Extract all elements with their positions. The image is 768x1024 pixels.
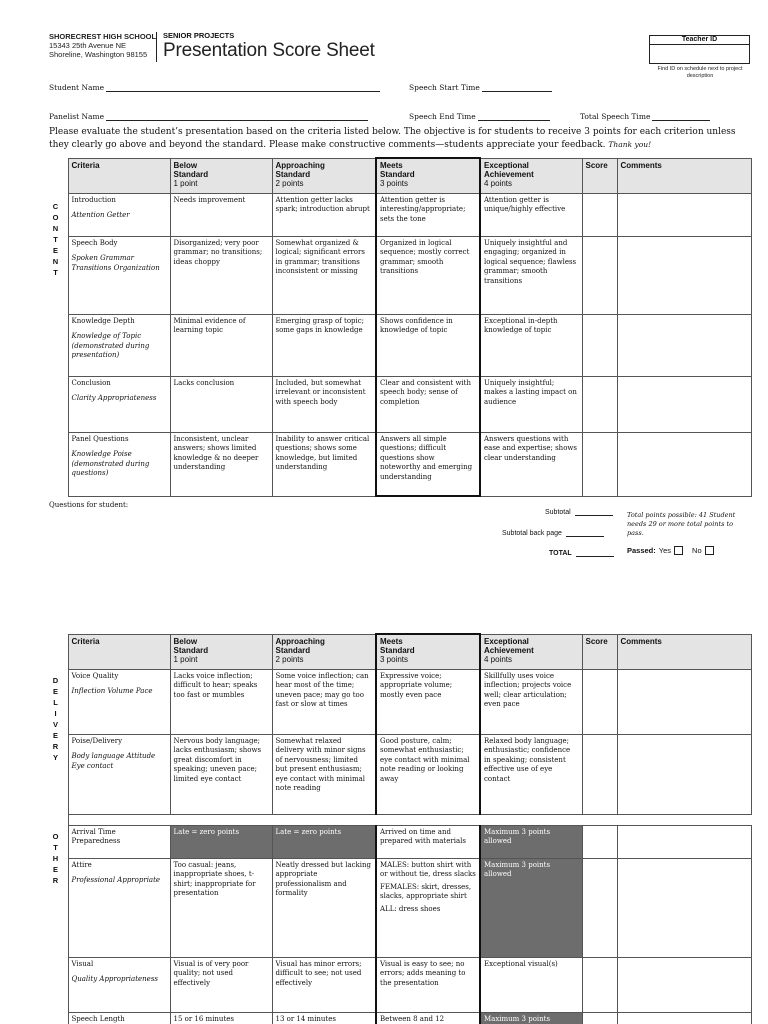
cell-meets: Organized in logical sequence; mostly correct grammar; smooth transitions [376, 236, 480, 314]
delivery-rubric-table [49, 633, 752, 1024]
rubric-row-panel-questions [49, 432, 751, 496]
header-criteria: Criteria [68, 634, 170, 669]
cell-approaching: 13 or 14 minutes [272, 1012, 376, 1024]
school-name: SHORECREST HIGH SCHOOL [49, 32, 157, 41]
cell-approaching: Some voice inflection; can hear most of the time; uneven pace; may go too fast or slow at times [272, 669, 376, 734]
criterion-label: Arrival Time Preparedness [71, 827, 121, 845]
cell-meets: Attention getter is interesting/appropriate; sets the tone [376, 193, 480, 236]
header-exceptional-achievement: Exceptional Achievement 4 points [480, 158, 582, 193]
cell-below: Visual is of very poor quality; not used effectively [170, 957, 272, 1012]
cell-meets [376, 858, 480, 957]
cell-below: Lacks voice inflection; difficult to hear; speaks too fast or mumbles [170, 669, 272, 734]
criterion-sub: Knowledge of Topic (demonstrated during presentation) [71, 332, 150, 359]
cell-meets: Answers all simple questions; difficult questions show noteworthy and emerging understanding [376, 432, 480, 496]
teacher-id-note: Find ID on schedule next to project description [657, 66, 743, 79]
score-cell[interactable] [582, 432, 617, 496]
comments-cell[interactable] [617, 825, 751, 858]
criterion-sub: Clarity Appropriateness [71, 394, 157, 402]
comments-cell[interactable] [617, 314, 751, 376]
cell-exceptional: Relaxed body language; enthusiastic; confidence in speaking; consistent effective use of eye contact [480, 734, 582, 814]
section-label-content: C O N T E N T [52, 202, 59, 277]
header-comments: Comments [617, 634, 751, 669]
score-cell[interactable] [582, 858, 617, 957]
header-divider [156, 32, 157, 62]
subtotal-label: Subtotal [545, 509, 571, 516]
header-below-standard: Below Standard 1 point [170, 634, 272, 669]
program-label: SENIOR PROJECTS [163, 31, 235, 40]
criterion-label: Knowledge Depth [71, 316, 135, 325]
score-cell[interactable] [582, 957, 617, 1012]
school-address-line2: Shoreline, Washington 98155 [49, 50, 148, 59]
criterion-sub: Inflection Volume Pace [71, 687, 153, 695]
rubric-row-speech-length [49, 1012, 751, 1024]
criterion-sub: Quality Appropriateness [71, 975, 158, 983]
pass-requirement-note: Total points possible: 41 Student needs 29 or more total points to pass. [627, 511, 736, 537]
school-info [49, 32, 156, 59]
rubric-row-knowledge-depth [49, 314, 751, 376]
cell-exceptional: Answers questions with ease and expertise; shows clear understanding [480, 432, 582, 496]
cell-below: Disorganized; very poor grammar; no transitions; ideas choppy [170, 236, 272, 314]
score-cell[interactable] [582, 1012, 617, 1024]
cell-approaching: Inability to answer critical questions; shows some knowledge, but limited understanding [272, 432, 376, 496]
score-cell[interactable] [582, 193, 617, 236]
rubric-row-poise-delivery [49, 734, 751, 814]
document-heading [163, 31, 375, 62]
header-comments: Comments [617, 158, 751, 193]
total-field[interactable] [549, 549, 614, 557]
header-exceptional-achievement: Exceptional Achievement 4 points [480, 634, 582, 669]
cell-below: Inconsistent, unclear answers; shows limited knowledge & no deeper understanding [170, 432, 272, 496]
cell-meets: Clear and consistent with speech body; sense of completion [376, 376, 480, 432]
section-label-other: O T H E R [52, 832, 59, 885]
subtotal-field[interactable] [545, 508, 613, 516]
school-address-line1: 15343 25th Avenue NE [49, 41, 127, 50]
cell-below: Lacks conclusion [170, 376, 272, 432]
attire-all: ALL: dress shoes [380, 904, 441, 913]
criterion-label: Panel Questions [71, 434, 129, 443]
header-criteria: Criteria [68, 158, 170, 193]
criterion-sub: Professional Appropriate [71, 876, 161, 884]
score-cell[interactable] [582, 669, 617, 734]
comments-cell[interactable] [617, 734, 751, 814]
total-label: TOTAL [549, 550, 572, 557]
speech-start-field[interactable] [409, 83, 552, 92]
cell-below: Minimal evidence of learning topic [170, 314, 272, 376]
cell-exceptional: Maximum 3 points allowed [480, 858, 582, 957]
cell-approaching: Attention getter lacks spark; introduction abrupt [272, 193, 376, 236]
yes-checkbox[interactable] [674, 546, 683, 555]
speech-start-label: Speech Start Time [409, 83, 480, 92]
score-cell[interactable] [582, 734, 617, 814]
criterion-label: Poise/Delivery [71, 736, 123, 745]
rubric-row-voice-quality [49, 669, 751, 734]
comments-cell[interactable] [617, 432, 751, 496]
panelist-name-field[interactable] [49, 112, 368, 121]
cell-meets: Arrived on time and prepared with materials [376, 825, 480, 858]
rubric-row-visual [49, 957, 751, 1012]
content-rubric-table [49, 157, 752, 497]
cell-exceptional: Skillfully uses voice inflection; projects voice well; clear articulation; even pace [480, 669, 582, 734]
header-approaching-standard: Approaching Standard 2 points [272, 634, 376, 669]
comments-cell[interactable] [617, 858, 751, 957]
criterion-label: Conclusion [71, 378, 111, 387]
rubric-row-conclusion [49, 376, 751, 432]
cell-approaching: Late = zero points [272, 825, 376, 858]
criterion-label: Speech Length [71, 1014, 125, 1023]
no-checkbox[interactable] [705, 546, 714, 555]
cell-exceptional: Attention getter is unique/highly effective [480, 193, 582, 236]
comments-cell[interactable] [617, 236, 751, 314]
cell-meets: Between 8 and 12 [376, 1012, 480, 1024]
rubric-row-arrival-time [49, 825, 751, 858]
header-score: Score [582, 634, 617, 669]
header-meets-standard: Meets Standard 3 points [376, 634, 480, 669]
comments-cell[interactable] [617, 669, 751, 734]
score-cell[interactable] [582, 376, 617, 432]
cell-exceptional: Uniquely insightful; makes a lasting impact on audience [480, 376, 582, 432]
criterion-sub: Knowledge Poise (demonstrated during questions) [71, 450, 150, 477]
passed-label: Passed: [627, 546, 656, 555]
comments-cell[interactable] [617, 376, 751, 432]
cell-approaching: Somewhat relaxed delivery with minor signs of nervousness; limited but present enthusiasm; eye contact with minimal note reading [272, 734, 376, 814]
total-speech-label: Total Speech Time [580, 112, 651, 121]
teacher-id-label: Teacher ID [650, 36, 749, 45]
cell-meets: Shows confidence in knowledge of topic [376, 314, 480, 376]
criterion-sub: Spoken Grammar Transitions Organization [71, 254, 160, 272]
cell-exceptional: Uniquely insightful and engaging; organized in logical sequence; flawless grammar; smooth transitions [480, 236, 582, 314]
comments-cell[interactable] [617, 1012, 751, 1024]
criterion-sub: Attention Getter [71, 211, 130, 219]
criterion-label: Introduction [71, 195, 116, 204]
cell-approaching: Somewhat organized & logical; significant errors in grammar; transitions inconsistent or missing [272, 236, 376, 314]
total-speech-field[interactable] [580, 112, 710, 121]
header-meets-standard: Meets Standard 3 points [376, 158, 480, 193]
page-title: Presentation Score Sheet [163, 40, 375, 61]
comments-cell[interactable] [617, 193, 751, 236]
criterion-label: Attire [71, 860, 92, 869]
criterion-label: Visual [71, 959, 94, 968]
cell-below: 15 or 16 minutes [170, 1012, 272, 1024]
cell-approaching: Included, but somewhat irrelevant or inconsistent with speech body [272, 376, 376, 432]
speech-end-label: Speech End Time [409, 112, 476, 121]
cell-approaching: Neatly dressed but lacking appropriate professionalism and formality [272, 858, 376, 957]
attire-females: FEMALES: skirt, dresses, slacks, appropriate shirt [380, 882, 472, 900]
criterion-label: Voice Quality [71, 671, 119, 680]
attire-males: MALES: button shirt with or without tie, dress slacks [380, 860, 476, 878]
rubric-row-introduction [49, 193, 751, 236]
rubric-row-attire [49, 858, 751, 957]
cell-approaching: Visual has minor errors; difficult to see; not used effectively [272, 957, 376, 1012]
cell-below: Late = zero points [170, 825, 272, 858]
criterion-label: Speech Body [71, 238, 118, 247]
criterion-sub: Body language Attitude Eye contact [71, 752, 156, 770]
cell-meets: Expressive voice; appropriate volume; mostly even pace [376, 669, 480, 734]
instructions-text: Please evaluate the student’s presentation based on the criteria listed below. The objective is for students to receive 3 points for each criterion unless they clearly go above and beyond the standard. Please make constructive comments—students appreciate your feedback. [49, 127, 736, 150]
comments-cell[interactable] [617, 957, 751, 1012]
cell-exceptional: Exceptional in-depth knowledge of topic [480, 314, 582, 376]
panelist-name-label: Panelist Name [49, 112, 105, 121]
header-score: Score [582, 158, 617, 193]
cell-below: Too casual: jeans, inappropriate shoes, t-shirt; inappropriate for presentation [170, 858, 272, 957]
questions-for-student: Questions for student: [49, 501, 129, 509]
cell-below: Needs improvement [170, 193, 272, 236]
instructions [49, 127, 739, 151]
header-below-standard: Below Standard 1 point [170, 158, 272, 193]
no-label: No [692, 546, 702, 555]
header-approaching-standard: Approaching Standard 2 points [272, 158, 376, 193]
subtotal-back-label: Subtotal back page [502, 530, 562, 537]
cell-below: Nervous body language; lacks enthusiasm; shows great discomfort in speaking; uneven pace; limited eye contact [170, 734, 272, 814]
speech-end-field[interactable] [409, 112, 550, 121]
teacher-id-box[interactable] [649, 35, 750, 64]
cell-exceptional: Maximum 3 points allowed [480, 825, 582, 858]
cell-exceptional: Maximum 3 points [480, 1012, 582, 1024]
student-name-field[interactable] [49, 83, 380, 92]
cell-meets: Good posture, calm; somewhat enthusiastic; eye contact with minimal note reading or looking away [376, 734, 480, 814]
yes-label: Yes [658, 546, 672, 555]
subtotal-back-field[interactable] [502, 529, 604, 537]
passed-checkboxes [627, 546, 714, 555]
instructions-thanks: Thank you! [608, 139, 652, 149]
student-name-label: Student Name [49, 83, 105, 92]
score-cell[interactable] [582, 236, 617, 314]
cell-approaching: Emerging grasp of topic; some gaps in knowledge [272, 314, 376, 376]
score-cell[interactable] [582, 825, 617, 858]
section-label-delivery: D E L I V E R Y [52, 676, 59, 762]
cell-exceptional: Exceptional visual(s) [480, 957, 582, 1012]
score-cell[interactable] [582, 314, 617, 376]
rubric-row-speech-body [49, 236, 751, 314]
cell-meets: Visual is easy to see; no errors; adds meaning to the presentation [376, 957, 480, 1012]
